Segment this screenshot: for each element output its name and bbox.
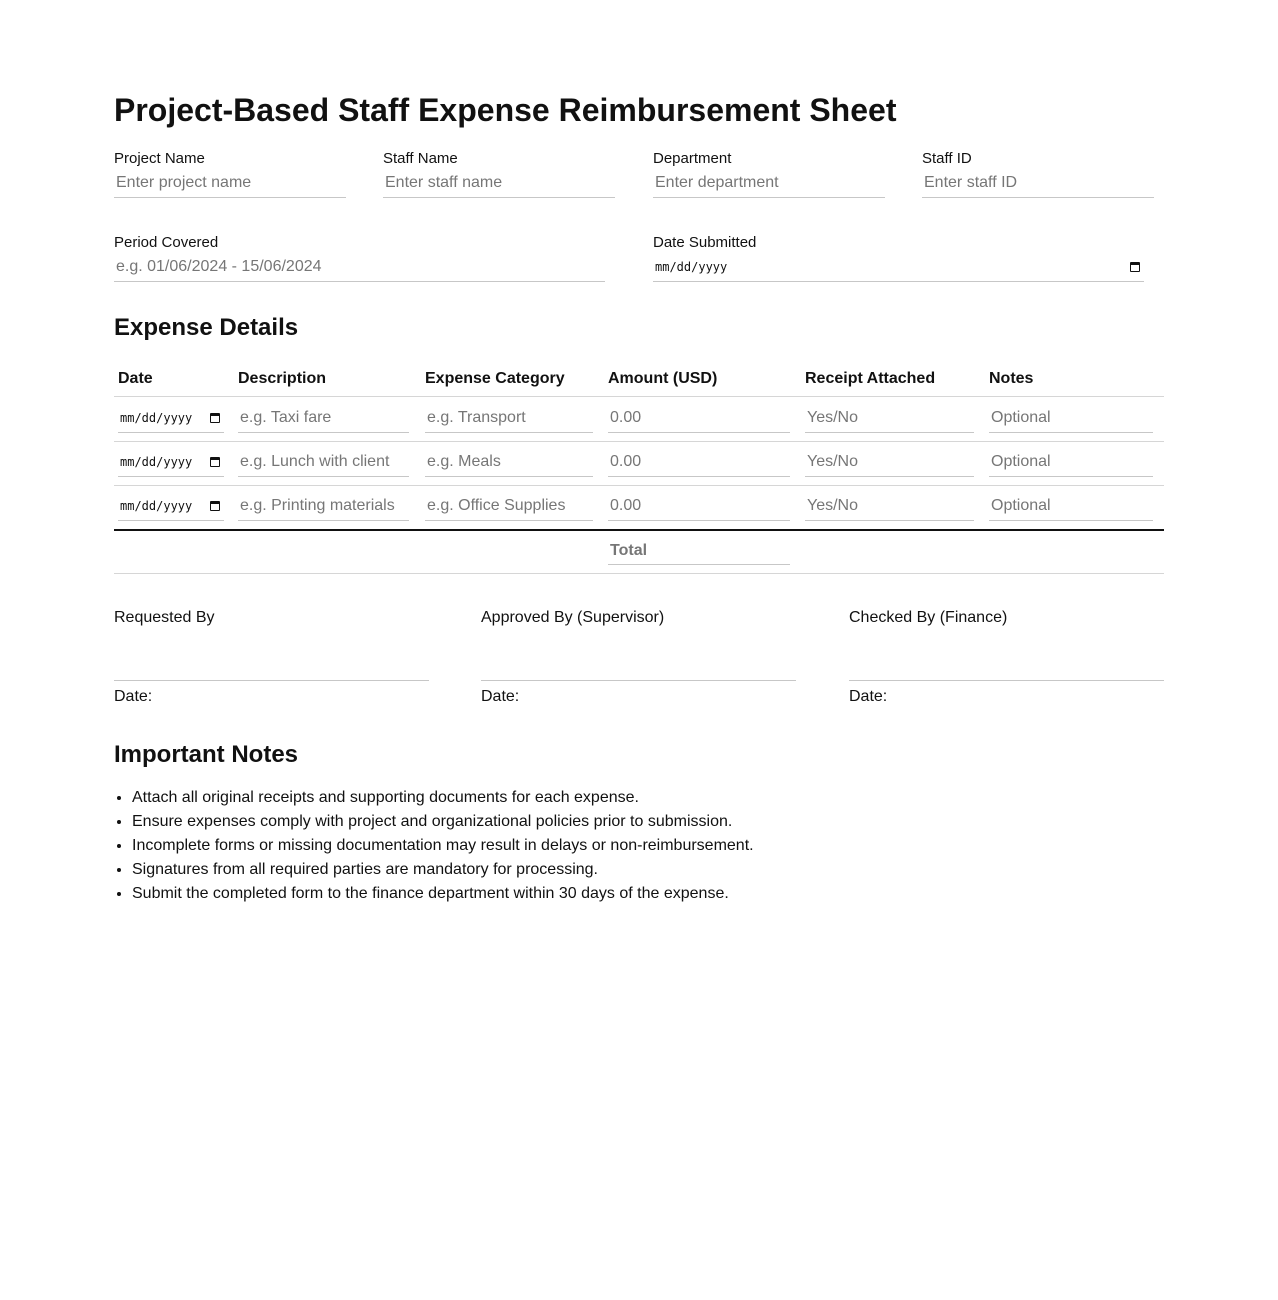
row-description-input[interactable] [238,491,409,521]
signature-line[interactable] [481,628,796,681]
total-amount-field[interactable] [608,535,790,565]
project-name-label: Project Name [114,150,205,167]
period-covered-input[interactable] [114,252,605,282]
project-name-input[interactable] [114,168,346,198]
row-date-input[interactable] [118,447,224,477]
signature-approved-by [481,608,796,707]
table-row [114,397,1164,442]
staff-name-label: Staff Name [383,150,458,167]
list-item: • Incomplete forms or missing documentation may result in delays or non-reimbursement. [132,834,1132,858]
list-item: • Signatures from all required parties are mandatory for processing. [132,858,1132,882]
project-name-field [114,150,346,198]
signature-label: Requested By [114,609,215,626]
department-field [653,150,885,198]
column-header-receipt: Receipt Attached [805,370,936,387]
row-receipt-input[interactable] [805,403,974,433]
calendar-icon[interactable] [210,413,220,423]
row-notes-input[interactable] [989,491,1153,521]
signature-line[interactable] [849,628,1164,681]
table-row [114,485,1164,531]
list-item: • Ensure expenses comply with project and organizational policies prior to submission. [132,810,1132,834]
calendar-icon[interactable] [210,501,220,511]
total-row [114,530,1164,574]
staff-name-input[interactable] [383,168,615,198]
signature-label: Approved By (Supervisor) [481,609,665,626]
column-header-description: Description [238,370,327,387]
row-date-input[interactable] [118,403,224,433]
calendar-icon[interactable] [210,457,220,467]
signature-date-label: Date: [849,688,888,705]
period-covered-field [114,234,605,282]
date-submitted-field [653,234,1144,282]
column-header-category: Expense Category [425,370,565,387]
notes-list [114,786,1132,906]
signature-date-label: Date: [481,688,520,705]
date-submitted-value: mm/dd/yyyy [655,259,728,274]
row-description-input[interactable] [238,403,409,433]
signature-label: Checked By (Finance) [849,609,1008,626]
row-receipt-input[interactable] [805,491,974,521]
department-label: Department [653,150,732,167]
period-covered-label: Period Covered [114,234,219,251]
row-date-input[interactable] [118,491,224,521]
row-notes-input[interactable] [989,447,1153,477]
date-submitted-label: Date Submitted [653,234,757,251]
page-title: Project-Based Staff Expense Reimbursement Sheet [114,92,897,128]
row-description-input[interactable] [238,447,409,477]
row-category-input[interactable] [425,403,593,433]
column-header-amount: Amount (USD) [608,370,718,387]
row-amount-input[interactable] [608,447,790,477]
row-receipt-input[interactable] [805,447,974,477]
row-date-value: mm/dd/yyyy [120,454,193,469]
row-category-input[interactable] [425,491,593,521]
row-category-input[interactable] [425,447,593,477]
total-label: Total [610,542,648,559]
calendar-icon[interactable] [1130,262,1140,272]
signature-requested-by [114,608,429,707]
signature-line[interactable] [114,628,429,681]
row-amount-input[interactable] [608,491,790,521]
signature-date-label: Date: [114,688,153,705]
row-date-value: mm/dd/yyyy [120,410,193,425]
department-input[interactable] [653,168,885,198]
expense-table-header [114,366,1164,397]
staff-name-field [383,150,615,198]
signature-checked-by [849,608,1164,707]
row-amount-input[interactable] [608,403,790,433]
staff-id-field [922,150,1154,198]
expense-details-heading: Expense Details [114,314,299,341]
staff-id-input[interactable] [922,168,1154,198]
row-date-value: mm/dd/yyyy [120,498,193,513]
important-notes-heading: Important Notes [114,741,299,768]
date-submitted-input[interactable] [653,252,1144,282]
row-notes-input[interactable] [989,403,1153,433]
staff-id-label: Staff ID [922,150,972,167]
column-header-date: Date [118,370,153,387]
column-header-notes: Notes [989,370,1034,387]
table-row [114,441,1164,486]
list-item: • Attach all original receipts and supporting documents for each expense. [132,786,1132,810]
list-item: • Submit the completed form to the finance department within 30 days of the expense. [132,882,1132,906]
